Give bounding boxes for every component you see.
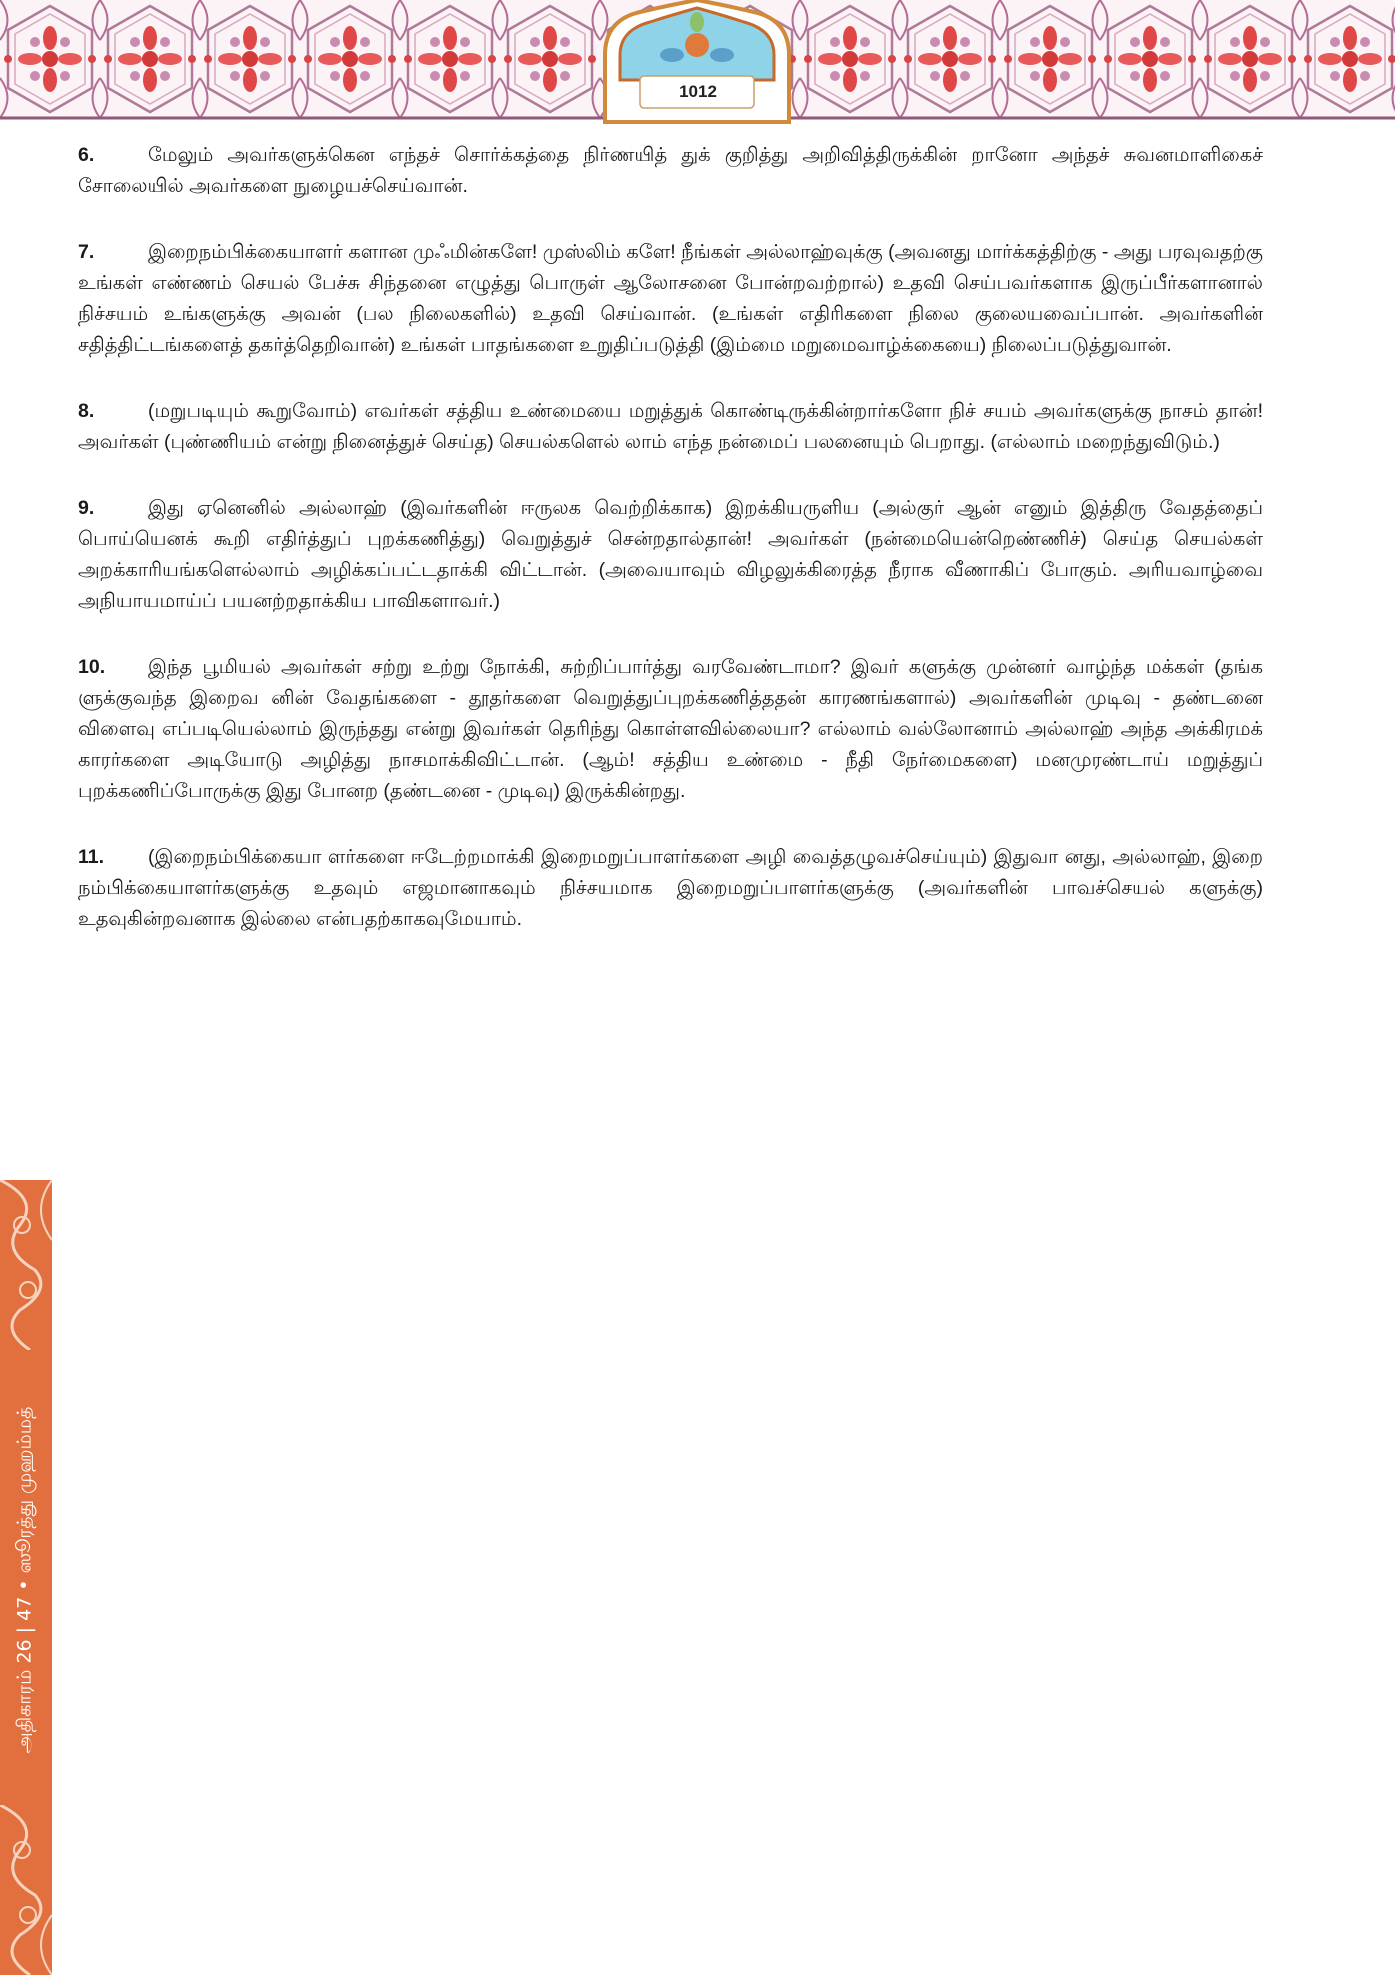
verse-number: 11. — [78, 846, 105, 868]
verse-8 — [78, 396, 1263, 458]
page-content — [78, 140, 1263, 970]
chapter-label: அதிகாரம் 26 | 47 • ஸூரத்து முஹம்மத் — [13, 1406, 36, 1754]
verse-text: (இறைநம்பிக்கையா ளர்களை ஈடேற்றமாக்கி இறைமறுப்பாளர்களை அழி வைத்தழுவச்செய்யும்) இதுவா னது, அல்லாஹ், இறை நம்பிக்கையாளர்களுக்கு உதவும் எஜமானாகவும் நிச்சயமாக இறைமறுப்பாளர்களுக்கு (அவர்களின் பாவச்செயல் களுக்கு) உதவுகின்றவனாக இல்லை என்பதற்காகவுமேயாம். — [78, 846, 1263, 930]
verse-text: மேலும் அவர்களுக்கென எந்தச் சொர்க்கத்தை நிர்ணயித் துக் குறித்து அறிவித்திருக்கின் றானோ அந்தச் சுவனமாளிகைச் சோலையில் அவர்களை நுழையச்செய்வான். — [78, 144, 1263, 197]
verse-10 — [78, 652, 1263, 807]
verse-11 — [78, 842, 1263, 935]
verse-text: இது ஏனெனில் அல்லாஹ் (இவர்களின் ஈருலக வெற்றிக்காக) இறக்கியருளிய (அல்குர் ஆன் எனும் இத்திரு வேதத்தைப் பொய்யெனக் கூறி எதிர்த்துப் புறக்கணித்து) வெறுத்துச் சென்றதால்தான்! அவர்கள் (நன்மையென்றெண்ணிச்) செய்த செயல்கள் அறக்காரியங்களெல்லாம் அழிக்கப்பட்டதாக்கி விட்டான். (அவையாவும் விழலுக்கிரைத்த நீராக வீணாகிப் போகும். அரியவாழ்வை அநியாயமாய்ப் பயனற்றதாக்கிய பாவிகளாவர்.) — [78, 497, 1263, 612]
verse-text: (மறுபடியும் கூறுவோம்) எவர்கள் சத்திய உண்மையை மறுத்துக் கொண்டிருக்கின்றார்களோ நிச் சயம் அவர்களுக்கு நாசம் தான்! அவர்கள் (புண்ணியம் என்று நினைத்துச் செய்த) செயல்களெல் லாம் எந்த நன்மைப் பலனையும் பெறாது. (எல்லாம் மறைந்துவிடும்.) — [78, 400, 1263, 453]
verse-6 — [78, 140, 1263, 202]
verse-7 — [78, 237, 1263, 361]
verse-text: இந்த பூமியல் அவர்கள் சற்று உற்று நோக்கி, சுற்றிப்பார்த்து வரவேண்டாமா? இவர் களுக்கு முன்னர் வாழ்ந்த மக்கள் (தங்க ளுக்குவந்த இறைவ னின் வேதங்களை - தூதர்களை வெறுத்துப்புறக்கணித்ததன் காரணங்களால்) அவர்களின் முடிவு - தண்டனை விளைவு எப்படியெல்லாம் இருந்தது என்று இவர்கள் தெரிந்து கொள்ளவில்லையா? எல்லாம் வல்லோனாம் அல்லாஹ் அந்த அக்கிரமக் காரர்களை அடியோடு அழித்து நாசமாக்கிவிட்டான். (ஆம்! சத்திய உண்மை - நீதி நேர்மைகளை) மனமுரண்டாய் மறுத்துப் புறக்கணிப்போருக்கு இது போனற (தண்டனை - முடிவு) இருக்கின்றது. — [78, 656, 1263, 802]
header-ornament-border — [0, 0, 1395, 125]
side-ornament-top — [0, 1180, 52, 1350]
verse-number: 6. — [78, 144, 95, 166]
side-ornament-bottom — [0, 1805, 52, 1975]
verse-number: 10. — [78, 656, 106, 678]
verse-number: 8. — [78, 400, 95, 422]
page-number: 1012 — [679, 82, 717, 101]
verse-text: இறைநம்பிக்கையாளர் களான முஃமின்களே! முஸ்லிம் களே! நீங்கள் அல்லாஹ்வுக்கு (அவனது மார்க்கத்திற்கு - அது பரவுவதற்கு உங்கள் எண்ணம் செயல் பேச்சு சிந்தனை எழுத்து பொருள் ஆலோசனை போன்றவற்றால்) உதவி செய்பவர்களாக இருப்பீர்களானால் நிச்சயம் உங்களுக்கு அவன் (பல நிலைகளில்) உதவி செய்வான். (உங்கள் எதிரிகளை நிலை குலையவைப்பான். அவர்களின் சதித்திட்டங்களைத் தகர்த்தெறிவான்) உங்கள் பாதங்களை உறுதிப்படுத்தி (இம்மை மறுமைவாழ்க்கையை) நிலைப்படுத்துவான். — [78, 241, 1263, 356]
verse-number: 7. — [78, 241, 95, 263]
verse-number: 9. — [78, 497, 95, 519]
verse-9 — [78, 493, 1263, 617]
